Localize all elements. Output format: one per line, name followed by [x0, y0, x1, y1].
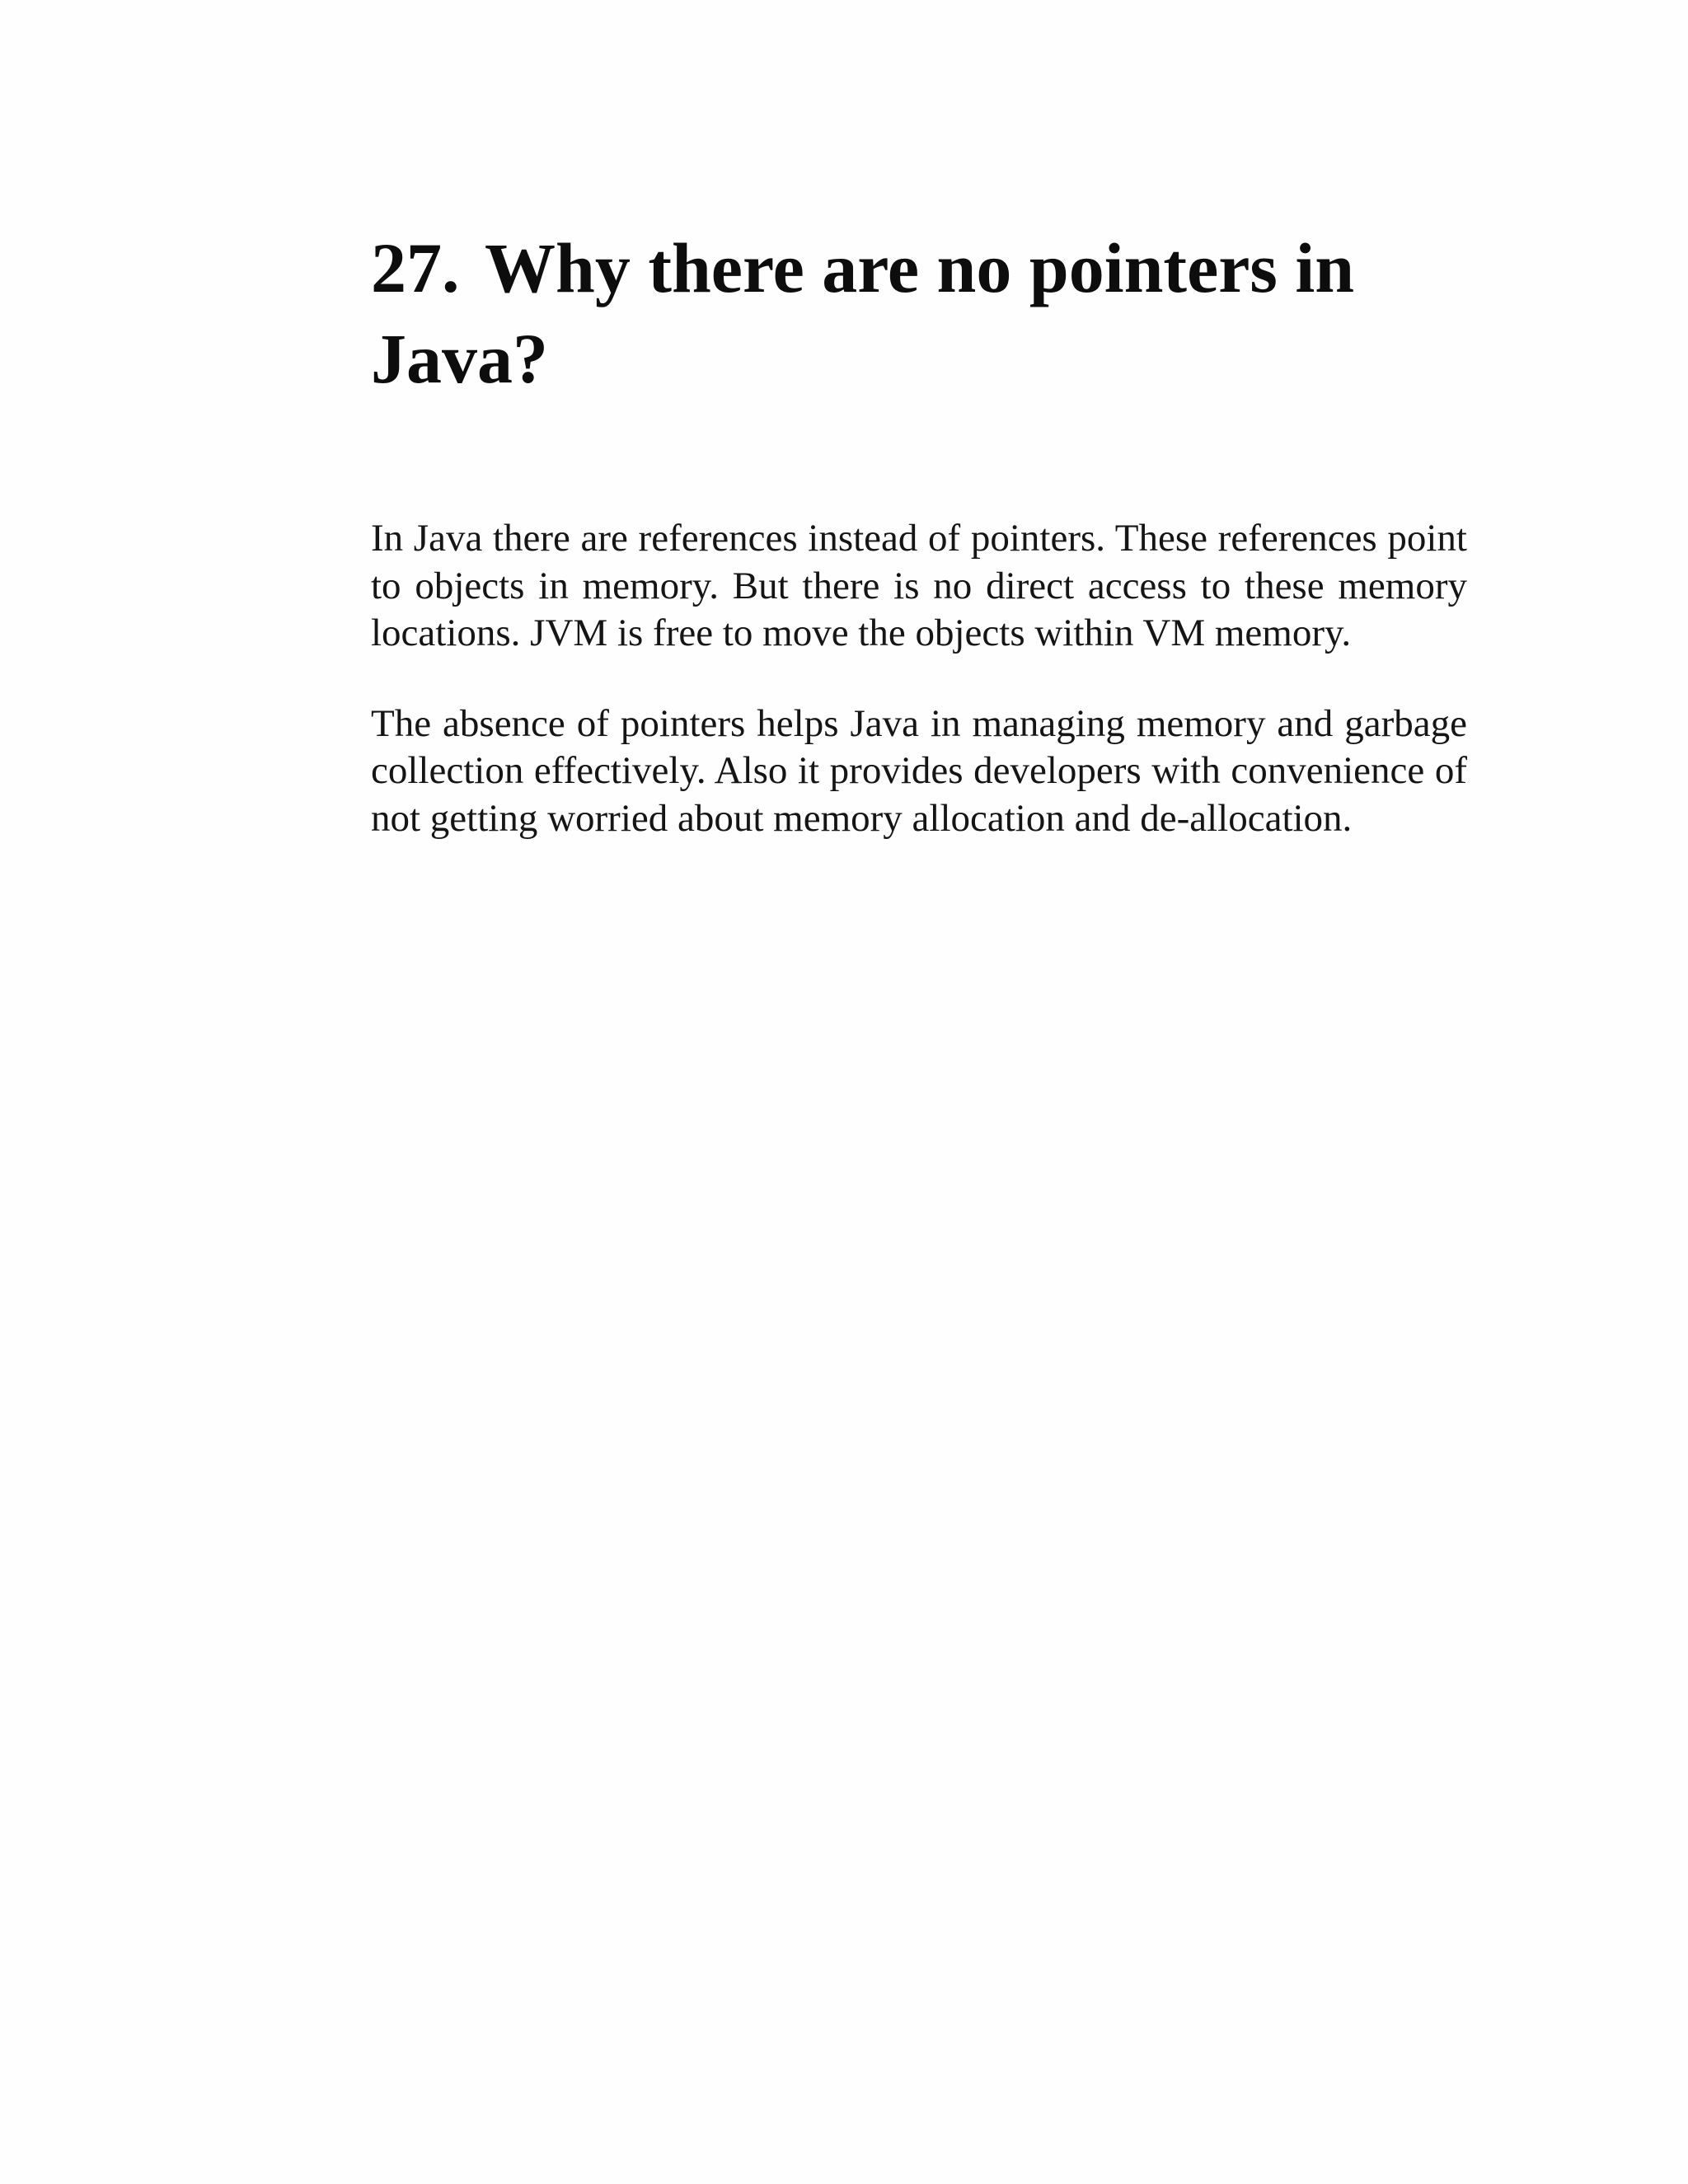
page-content — [371, 223, 1467, 842]
section-number: 27. — [371, 228, 460, 307]
section-title-line-2: Java? — [371, 319, 548, 398]
section-heading — [371, 223, 1467, 404]
body-paragraph: The absence of pointers helps Java in managing memory and garbage collection effectively. Also it provides developers with convenience of not getting worried about memory allocation and de-allocation. — [371, 701, 1467, 840]
heading-line-2 — [371, 313, 1467, 404]
body-paragraph: In Java there are references instead of pointers. These references point to objects in memory. But there is no direct access to these memory locations. JVM is free to move the objects within VM memory. — [371, 517, 1467, 654]
heading-line-1 — [371, 223, 1467, 313]
section-title-line-1: Why there are no pointers in — [485, 228, 1355, 307]
